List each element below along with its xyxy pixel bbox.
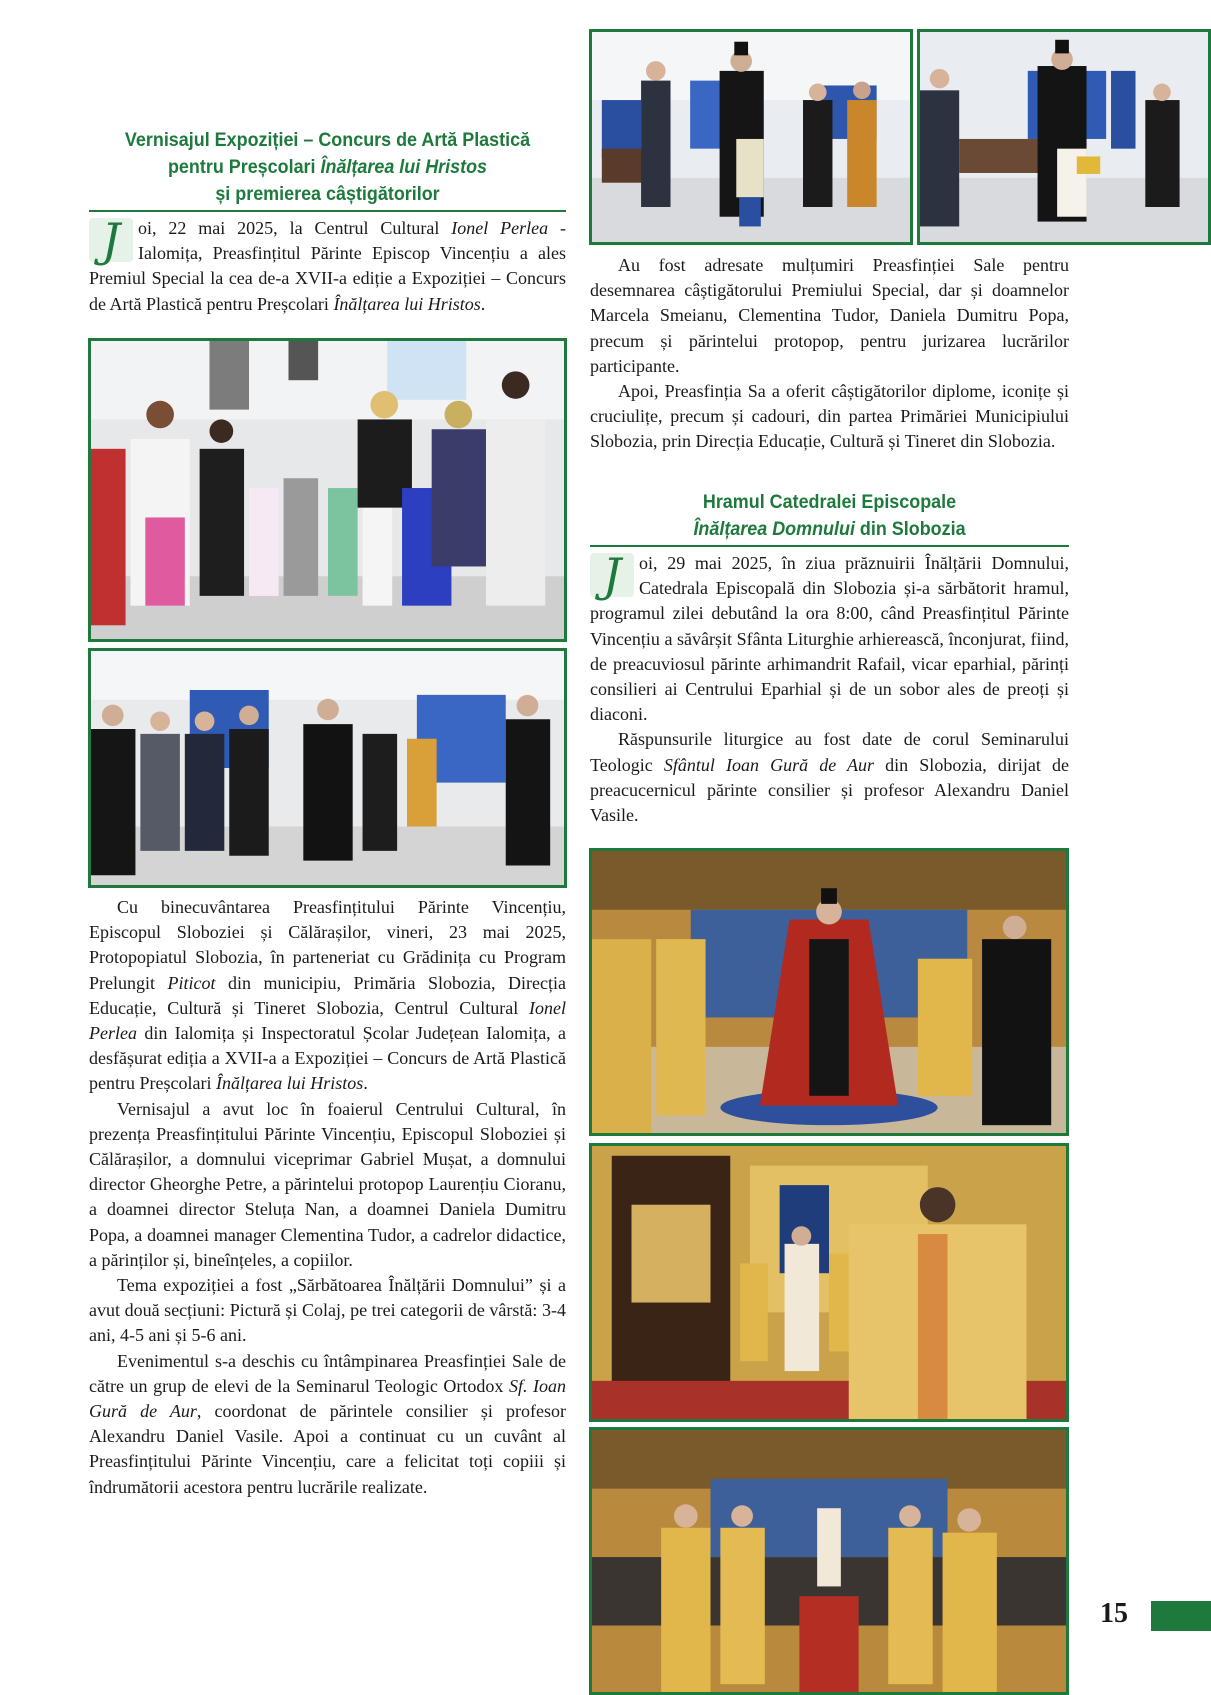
paragraph: Tema expoziției a fost „Sărbătoarea Înălțării Domnului” și a avut două secțiuni: Pictură și Colaj, pe trei categorii de vârstă: 3-4 ani, 4-5 ani și 5-6 ani. xyxy=(89,1275,566,1346)
paragraph: Evenimentul s-a deschis cu întâmpinarea Preasfinției Sale de către un grup de elevi de la Seminarul Teologic Ortodox Sf. Ioan Gură de Aur, coordonat de părintele consilier și profesor Alexandru Daniel Vasile. Apoi a continuat cu un cuvânt al Preasfințitului Părinte Vincențiu, care a felicitat toți copiii și îndrumătorii acestora pentru lucrările realizate. xyxy=(89,1350,566,1497)
paragraph: Vernisajul a avut loc în foaierul Centrului Cultural, în prezența Preasfințitului Părinte Vincențiu, Episcopul Sloboziei și Călărașilor, a domnului viceprimar Gabriel Mușat, a domnului director Gheorghe Petre, a părintelui protopop Laurențiu Cioranu, a doamnei director Steluța Nan, a doamnei Daniela Dumitru Popa, a doamnei manager Clementina Tudor, a cadrelor didactice, a părinților și, bineînțeles, a copiilor. xyxy=(89,1098,566,1270)
article-exhibition-body xyxy=(89,895,566,1500)
paragraph: Cu binecuvântarea Preasfințitului Părinte Vincențiu, Episcopul Sloboziei și Călărașilor, vineri, 23 mai 2025, Protopopiatul Slobozia, în parteneriat cu Grădinița cu Program Prelungit Piticot din municipiu, Primăria Slobozia, Direcția Educație, Cultură și Tineret Slobozia, Centrul Cultural Ionel Perlea din Ialomița și Inspectoratul Școlar Județean Ialomița, a desfășurat ediția a XVII-a a Expoziției – Concurs de Artă Plastică pentru Preșcolari Înălțarea lui Hristos. xyxy=(89,897,566,1094)
paragraph: Răspunsurile liturgice au fost date de corul Seminarului Teologic Sfântul Ioan Gură de Aur din Slobozia, dirijat de preacucernicul părinte consilier și profesor Alexandru Daniel Vasile. xyxy=(590,729,1070,826)
photo-cathedral-procession xyxy=(589,1427,1069,1695)
photo-children-group xyxy=(88,338,567,642)
article-exhibition xyxy=(89,127,566,317)
photo-cathedral-bishop xyxy=(589,848,1069,1136)
title-rule xyxy=(590,545,1069,547)
article-exhibition-lead: J oi, 22 mai 2025, la Centrul Cultural Ionel Perlea - Ialomița, Preasfințitul Părinte Episcop Vincențiu a ales Premiul Special la cea de-a XVII-a ediție a Expoziției – Concurs de Artă Plastică pentru Preșcolari Înălțarea lui Hristos. xyxy=(89,213,567,314)
article-feast-lead: J oi, 29 mai 2025, în ziua prăznuirii Înălțării Domnului, Catedrala Episcopală din Slobozia și-a sărbătorit hramul, programul zilei debutând la ora 8:00, când Preasfințitul Părinte Vincențiu a săvârșit Sfânta Liturghie arhierească, înconjurat, fiind, de preacuviosul părinte arhimandrit Rafail, vicar eparhial, părinți consilieri ai Centrului Eparhial și de un sobor ales de preoți și diaconi. xyxy=(590,548,1069,725)
article-feast xyxy=(590,489,1069,828)
photo-cathedral-iconostasis xyxy=(589,1143,1069,1422)
article-feast-title: Hramul Catedralei Episcopale Înălțarea Domnului din Slobozia xyxy=(693,491,966,540)
article-exhibition-continued xyxy=(590,253,1069,455)
paragraph: Apoi, Preasfinția Sa a oferit câștigătorilor diplome, iconițe și cruciulițe, precum și cadouri, din partea Primăriei Municipiului Slobozia, prin Direcția Educație, Cultură și Tineret din Slobozia. xyxy=(590,381,1069,452)
photo-award-girl xyxy=(917,29,1211,245)
paragraph: Au fost adresate mulțumiri Preasfinției Sale pentru desemnarea câștigătorului Premiului Special, dar și doamnelor Marcela Smeianu, Clementina Tudor, Daniela Dumitru Popa, precum și părintelui protopop, pentru jurizarea lucrărilor participante. xyxy=(590,255,1069,376)
photo-award-boy xyxy=(589,29,913,245)
page-number-bar xyxy=(1151,1601,1211,1631)
drop-cap: J xyxy=(590,553,634,597)
drop-cap: J xyxy=(89,218,133,262)
photo-vernissage-clergy xyxy=(88,648,567,888)
page-number: 15 xyxy=(1100,1598,1128,1629)
title-rule xyxy=(89,210,566,212)
article-exhibition-title: Vernisajul Expoziției – Concurs de Artă Plastică pentru Preșcolari Înălțarea lui Hristos și premierea câștigătorilor xyxy=(124,129,531,205)
